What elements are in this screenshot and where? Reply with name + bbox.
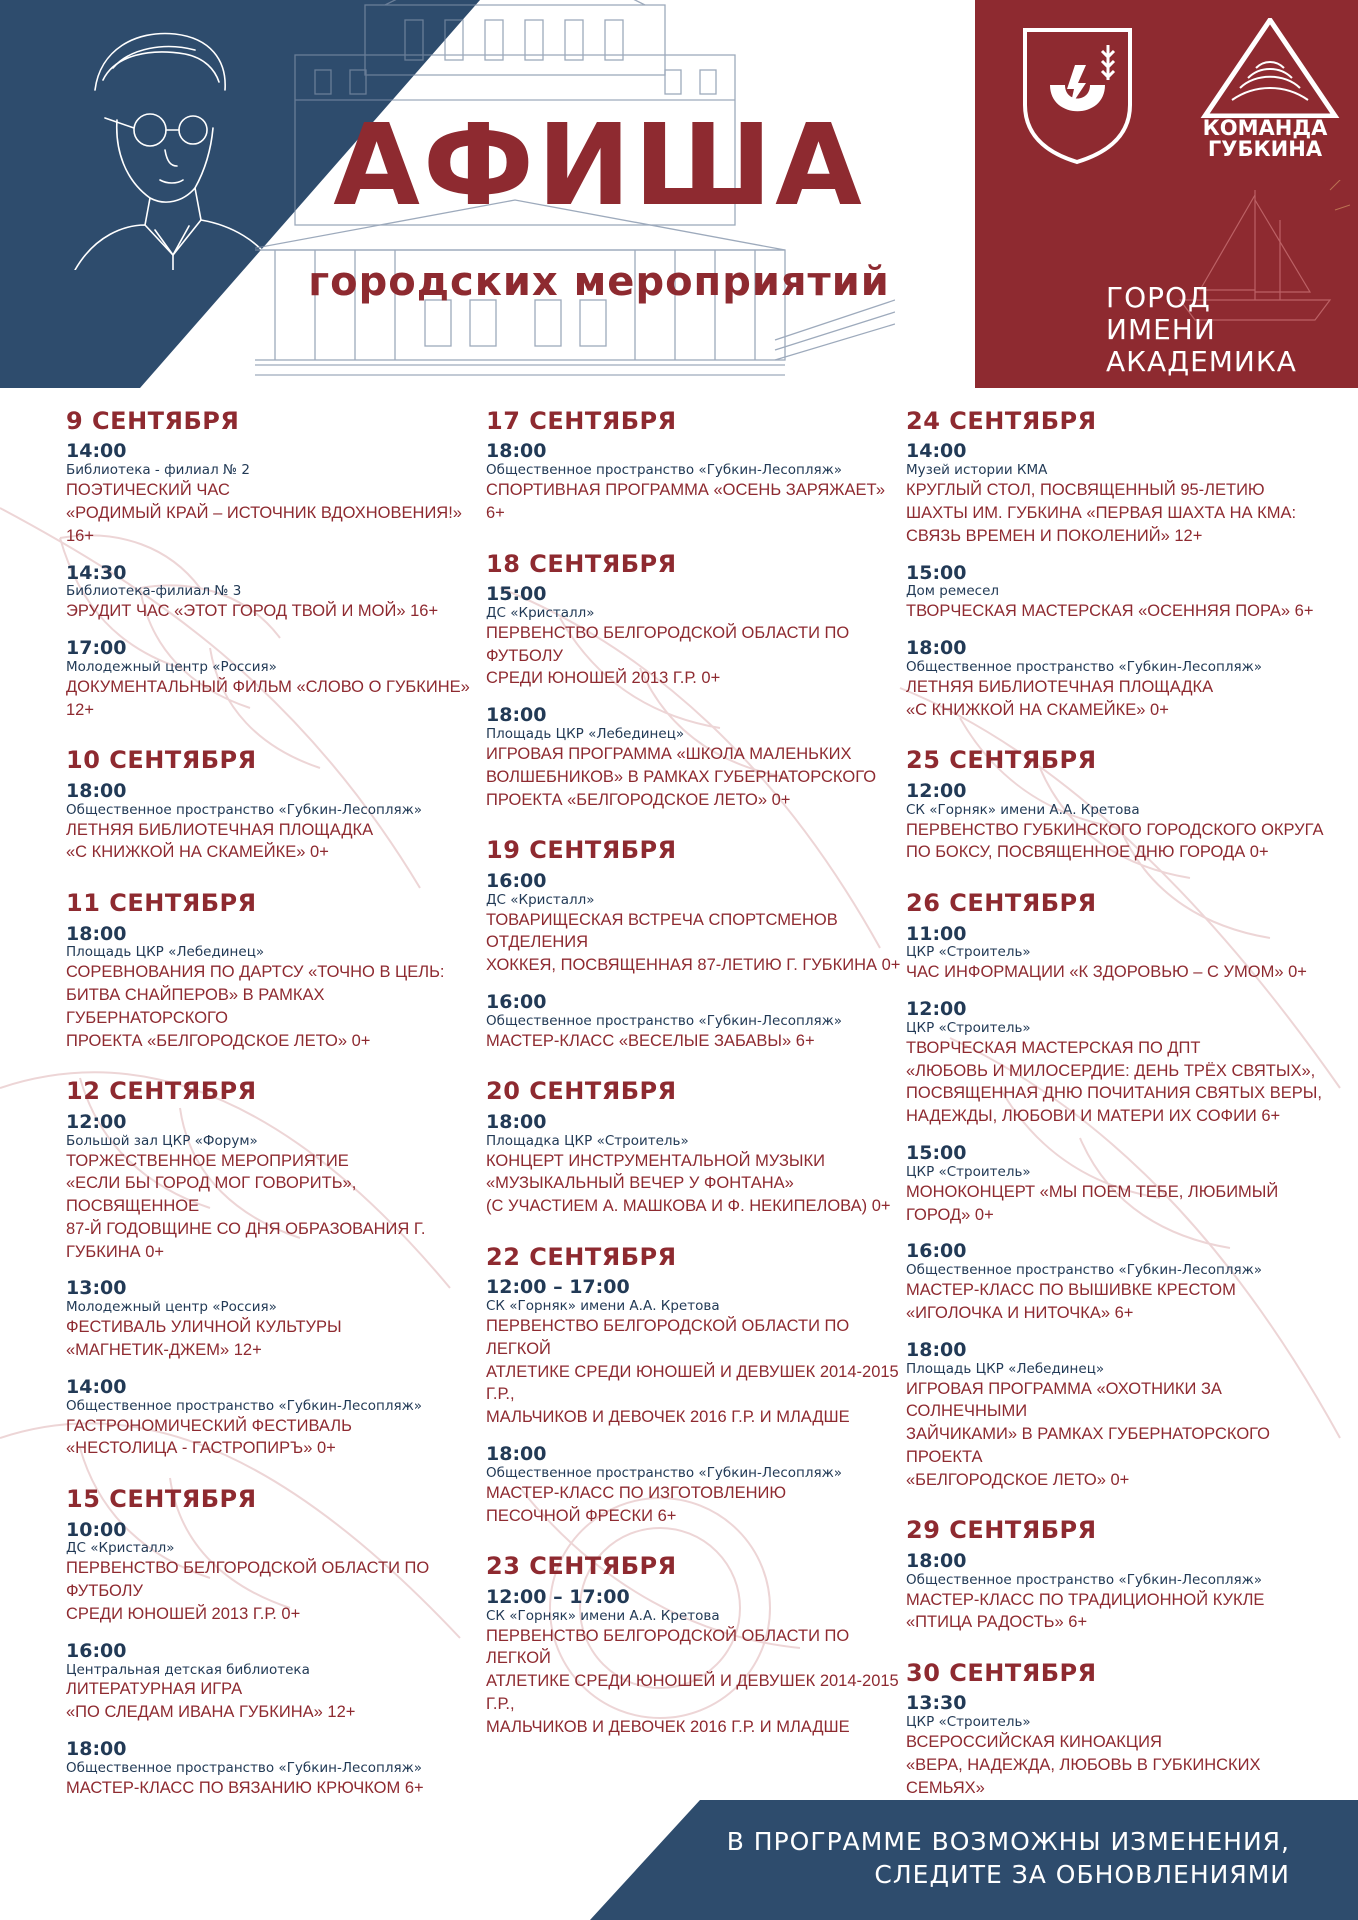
event-venue: Большой зал ЦКР «Форум»	[66, 1132, 258, 1149]
event-time: 14:00	[66, 440, 127, 463]
team-name-line: ГУБКИНА	[1207, 137, 1323, 162]
event-title: ДОКУМЕНТАЛЬНЫЙ ФИЛЬМ «СЛОВО О ГУБКИНЕ» 12+	[66, 677, 470, 719]
event-title: ПЕРВЕНСТВО БЕЛГОРОДСКОЙ ОБЛАСТИ ПО ФУТБОЛУ СРЕДИ ЮНОШЕЙ 2013 Г.Р. 0+	[66, 1559, 430, 1623]
day-block	[906, 1660, 1326, 1822]
event-venue: Общественное пространство «Губкин-Лесопляж»	[906, 1571, 1263, 1588]
event-time: 18:00	[906, 1338, 967, 1361]
event-title: ФЕСТИВАЛЬ УЛИЧНОЙ КУЛЬТУРЫ «МАГНЕТИК-ДЖЕМ» 12+	[66, 1318, 342, 1360]
event-time: 16:00	[486, 869, 547, 892]
event-venue: СК «Горняк» имени А.А. Кретова	[906, 801, 1140, 818]
event-title: ЭРУДИТ ЧАС «ЭТОТ ГОРОД ТВОЙ И МОЙ» 16+	[66, 602, 439, 621]
day-date: 29 СЕНТЯБРЯ	[906, 1516, 1097, 1545]
team-logo-icon	[1200, 18, 1340, 118]
event-time: 12:00 – 17:00	[486, 1276, 630, 1299]
day-block	[486, 1078, 906, 1218]
event-time: 14:00	[66, 1375, 127, 1398]
event	[906, 561, 1326, 624]
event-title: ПЕРВЕНСТВО БЕЛГОРОДСКОЙ ОБЛАСТИ ПО ФУТБОЛУ СРЕДИ ЮНОШЕЙ 2013 Г.Р. 0+	[486, 623, 850, 688]
event-venue: Общественное пространство «Губкин-Лесопляж»	[486, 1012, 843, 1029]
event-title: ВСЕРОССИЙСКАЯ КИНОАКЦИЯ «ВЕРА, НАДЕЖДА, ЛЮБОВЬ В ГУБКИНСКИХ СЕМЬЯХ»	[906, 1733, 1261, 1797]
event	[66, 639, 486, 721]
event	[906, 1144, 1326, 1226]
event-time: 15:00	[906, 1142, 967, 1164]
day-block	[66, 1078, 486, 1460]
day-block	[486, 837, 906, 1052]
event-title: МОНОКОНЦЕРТ «МЫ ПОЕМ ТЕБЕ, ЛЮБИМЫЙ ГОРОД» 0+	[906, 1182, 1279, 1224]
event	[906, 1242, 1326, 1324]
event-title: МАСТЕР-КЛАСС ПО ВЯЗАНИЮ КРЮЧКОМ 6+	[66, 1778, 424, 1797]
day-date: 18 СЕНТЯБРЯ	[486, 549, 677, 578]
event-title: ПЕРВЕНСТВО БЕЛГОРОДСКОЙ ОБЛАСТИ ПО ЛЕГКОЙ АТЛЕТИКЕ СРЕДИ ЮНОШЕЙ И ДЕВУШЕК 2014-2015 Г.Р., МАЛЬЧИКОВ И ДЕВОЧЕК 2016 Г.Р. И МЛАДШЕ	[486, 1317, 899, 1427]
event-time: 18:00	[486, 704, 547, 727]
event-time: 11:00	[906, 922, 967, 945]
event	[66, 1639, 486, 1724]
footer-notice-line: В ПРОГРАММЕ ВОЗМОЖНЫ ИЗМЕНЕНИЯ,	[726, 1827, 1290, 1856]
event-title: ТВОРЧЕСКАЯ МАСТЕРСКАЯ «ОСЕННЯЯ ПОРА» 6+	[906, 602, 1314, 621]
event-time: 13:30	[906, 1692, 967, 1715]
event	[486, 442, 906, 524]
event-title: МАСТЕР-КЛАСС «ВЕСЕЛЫЕ ЗАБАВЫ» 6+	[486, 1031, 815, 1050]
event	[906, 922, 1326, 985]
event-venue: Общественное пространство «Губкин-Лесопляж»	[66, 1397, 423, 1414]
event-venue: Площадка ЦКР «Строитель»	[486, 1132, 689, 1149]
event-title: ТОРЖЕСТВЕННОЕ МЕРОПРИЯТИЕ «ЕСЛИ БЫ ГОРОД МОГ ГОВОРИТЬ», ПОСВЯЩЕННОЕ 87-Й ГОДОВЩИНЕ СО ДНЯ ОБРАЗОВАНИЯ Г. ГУБКИНА 0+	[66, 1151, 426, 1261]
event-venue: ЦКР «Строитель»	[906, 1714, 1031, 1731]
event	[66, 561, 486, 624]
day-date: 23 СЕНТЯБРЯ	[486, 1552, 677, 1581]
footer-notice-line: СЛЕДИТЕ ЗА ОБНОВЛЕНИЯМИ	[874, 1859, 1290, 1889]
day-block	[486, 408, 906, 525]
day-date: 24 СЕНТЯБРЯ	[906, 407, 1097, 435]
event-time: 14:00	[906, 440, 967, 463]
event	[66, 1737, 486, 1800]
event-title: ТВОРЧЕСКАЯ МАСТЕРСКАЯ ПО ДПТ «ЛЮБОВЬ И МИЛОСЕРДИЕ: ДЕНЬ ТРЁХ СВЯТЫХ», ПОСВЯЩЕННАЯ ДНЮ ПОЧИТАНИЯ СВЯТЫХ ВЕРЫ, НАДЕЖДЫ, ЛЮБОВИ И МАТЕРИ ИХ СОФИИ 6+	[906, 1038, 1322, 1126]
event	[486, 1442, 906, 1527]
event-venue: ДС «Кристалл»	[486, 605, 595, 622]
footer-notice	[700, 1826, 1290, 1891]
schedule-column	[906, 408, 1326, 1848]
poster-title: АФИША	[333, 101, 865, 231]
event-title: ЧАС ИНФОРМАЦИИ «К ЗДОРОВЬЮ – С УМОМ» 0+	[906, 963, 1307, 982]
event-time: 18:00	[66, 779, 127, 802]
event	[66, 442, 486, 547]
day-date: 10 СЕНТЯБРЯ	[66, 746, 257, 775]
event-time: 14:30	[66, 561, 127, 584]
schedule-column	[66, 408, 486, 1826]
event-time: 12:00	[66, 1110, 127, 1133]
event	[66, 1110, 486, 1264]
event	[486, 706, 906, 811]
event-title: ЛЕТНЯЯ БИБЛИОТЕЧНАЯ ПЛОЩАДКА «С КНИЖКОЙ НА СКАМЕЙКЕ» 0+	[906, 677, 1214, 719]
event-title: ПЕРВЕНСТВО ГУБКИНСКОГО ГОРОДСКОГО ОКРУГА ПО БОКСУ, ПОСВЯЩЕННОЕ ДНЮ ГОРОДА 0+	[906, 820, 1324, 862]
team-name-line: КОМАНДА	[1202, 116, 1328, 140]
event-title: ИГРОВАЯ ПРОГРАММА «ШКОЛА МАЛЕНЬКИХ ВОЛШЕБНИКОВ» В РАМКАХ ГУБЕРНАТОРСКОГО ПРОЕКТА «БЕЛГОРОДСКОЕ ЛЕТО» 0+	[486, 745, 877, 809]
event-venue: ЦКР «Строитель»	[906, 1163, 1031, 1180]
city-tagline-line: ГОРОД	[1106, 281, 1211, 314]
day-block	[486, 551, 906, 812]
day-date: 25 СЕНТЯБРЯ	[906, 746, 1097, 775]
event-venue: ДС «Кристалл»	[486, 891, 595, 908]
event-title: СОРЕВНОВАНИЯ ПО ДАРТСУ «ТОЧНО В ЦЕЛЬ: БИТВА СНАЙПЕРОВ» В РАМКАХ ГУБЕРНАТОРСКОГО ПРОЕКТА «БЕЛГОРОДСКОЕ ЛЕТО» 0+	[66, 963, 445, 1050]
event-title: ГАСТРОНОМИЧЕСКИЙ ФЕСТИВАЛЬ «НЕСТОЛИЦА - ГАСТРОПИРЪ» 0+	[66, 1416, 352, 1458]
event	[906, 1000, 1326, 1128]
event-time: 15:00	[486, 583, 547, 606]
day-date: 17 СЕНТЯБРЯ	[486, 407, 677, 435]
event-title: МАСТЕР-КЛАСС ПО ТРАДИЦИОННОЙ КУКЛЕ «ПТИЦА РАДОСТЬ» 6+	[906, 1590, 1265, 1632]
day-date: 15 СЕНТЯБРЯ	[66, 1485, 257, 1514]
event-venue: Музей истории КМА	[906, 462, 1048, 479]
event-venue: Общественное пространство «Губкин-Лесопляж»	[66, 801, 423, 818]
event-venue: Общественное пространство «Губкин-Лесопляж»	[66, 1759, 423, 1776]
event-title: ПОЭТИЧЕСКИЙ ЧАС «РОДИМЫЙ КРАЙ – ИСТОЧНИК ВДОХНОВЕНИЯ!» 16+	[66, 481, 462, 545]
day-date: 9 СЕНТЯБРЯ	[66, 407, 240, 435]
event-time: 16:00	[66, 1639, 127, 1662]
event-time: 17:00	[66, 637, 127, 660]
event-title: СПОРТИВНАЯ ПРОГРАММА «ОСЕНЬ ЗАРЯЖАЕТ» 6+	[486, 481, 886, 522]
event-venue: Общественное пространство «Губкин-Лесопляж»	[486, 462, 843, 479]
event	[486, 585, 906, 690]
event-time: 18:00	[66, 922, 127, 945]
event	[66, 779, 486, 864]
event-venue: Общественное пространство «Губкин-Лесопляж»	[906, 659, 1263, 676]
poster-header	[0, 0, 1358, 388]
event-venue: Библиотека-филиал № 3	[66, 583, 242, 600]
city-tagline-line: ИМЕНИ	[1106, 313, 1216, 347]
event-venue: Площадь ЦКР «Лебединец»	[486, 726, 685, 743]
event-venue: СК «Горняк» имени А.А. Кретова	[486, 1298, 720, 1315]
event-title: КРУГЛЫЙ СТОЛ, ПОСВЯЩЕННЫЙ 95-ЛЕТИЮ ШАХТЫ ИМ. ГУБКИНА «ПЕРВАЯ ШАХТА НА КМА: СВЯЗЬ ВРЕМЕН И ПОКОЛЕНИЙ» 12+	[906, 481, 1297, 545]
event	[906, 779, 1326, 864]
event	[486, 1278, 906, 1429]
event-title: ПЕРВЕНСТВО БЕЛГОРОДСКОЙ ОБЛАСТИ ПО ЛЕГКОЙ АТЛЕТИКЕ СРЕДИ ЮНОШЕЙ И ДЕВУШЕК 2014-2015 Г.Р., МАЛЬЧИКОВ И ДЕВОЧЕК 2016 Г.Р. И МЛАДШЕ	[486, 1626, 899, 1736]
day-block	[66, 890, 486, 1052]
event	[906, 1549, 1326, 1634]
event-venue: ЦКР «Строитель»	[906, 944, 1031, 961]
day-block	[66, 747, 486, 864]
day-date: 26 СЕНТЯБРЯ	[906, 889, 1097, 918]
day-block	[906, 1517, 1326, 1634]
event-venue: Молодежный центр «Россия»	[66, 1299, 277, 1316]
event-time: 13:00	[66, 1277, 127, 1300]
day-block	[906, 747, 1326, 864]
day-date: 12 СЕНТЯБРЯ	[66, 1077, 257, 1106]
event-venue: ЦКР «Строитель»	[906, 1020, 1031, 1037]
event-time: 18:00	[486, 1442, 547, 1465]
event	[486, 990, 906, 1053]
event	[486, 869, 906, 977]
day-block	[66, 1486, 486, 1799]
event-time: 18:00	[66, 1737, 127, 1760]
event-title: КОНЦЕРТ ИНСТРУМЕНТАЛЬНОЙ МУЗЫКИ «МУЗЫКАЛЬНЫЙ ВЕЧЕР У ФОНТАНА» (С УЧАСТИЕМ А. МАШКОВА И Ф. НЕКИПЕЛОВА) 0+	[486, 1151, 891, 1216]
day-date: 19 СЕНТЯБРЯ	[486, 836, 677, 865]
poster-subtitle: городских мероприятий	[308, 259, 890, 305]
day-date: 30 СЕНТЯБРЯ	[906, 1659, 1097, 1688]
event	[486, 1110, 906, 1218]
event-title: ТОВАРИЩЕСКАЯ ВСТРЕЧА СПОРТСМЕНОВ ОТДЕЛЕНИЯ ХОККЕЯ, ПОСВЯЩЕННАЯ 87-ЛЕТИЮ Г. ГУБКИНА 0+	[486, 910, 901, 975]
event	[66, 1279, 486, 1361]
event-title: ЛИТЕРАТУРНАЯ ИГРА «ПО СЛЕДАМ ИВАНА ГУБКИНА» 12+	[66, 1680, 356, 1722]
event-time: 10:00	[66, 1518, 127, 1541]
event-time: 18:00	[906, 637, 967, 660]
event-venue: Молодежный центр «Россия»	[66, 659, 277, 676]
event-venue: Площадь ЦКР «Лебединец»	[906, 1360, 1105, 1377]
event-venue: Общественное пространство «Губкин-Лесопляж»	[486, 1464, 843, 1481]
day-block	[486, 1244, 906, 1527]
event	[66, 1375, 486, 1460]
event-time: 18:00	[486, 1110, 547, 1133]
event-venue: Дом ремесел	[906, 583, 1000, 600]
event-time: 18:00	[906, 1549, 967, 1572]
day-block	[906, 890, 1326, 1491]
event-title: ЛЕТНЯЯ БИБЛИОТЕЧНАЯ ПЛОЩАДКА «С КНИЖКОЙ НА СКАМЕЙКЕ» 0+	[66, 820, 374, 862]
day-date: 11 СЕНТЯБРЯ	[66, 889, 257, 918]
event	[906, 639, 1326, 721]
event-time: 16:00	[486, 990, 547, 1013]
event-time: 12:00	[906, 779, 967, 802]
event-venue: СК «Горняк» имени А.А. Кретова	[486, 1607, 720, 1624]
event-venue: Общественное пространство «Губкин-Лесопляж»	[906, 1262, 1263, 1279]
event-time: 15:00	[906, 561, 967, 584]
event	[66, 1518, 486, 1626]
event-time: 16:00	[906, 1240, 967, 1263]
schedule-column	[486, 408, 906, 1764]
event-venue: Библиотека - филиал № 2	[66, 462, 250, 479]
event-title: ИГРОВАЯ ПРОГРАММА «ОХОТНИКИ ЗА СОЛНЕЧНЫМИ ЗАЙЧИКАМИ» В РАМКАХ ГУБЕРНАТОРСКОГО ПРОЕКТА «БЕЛГОРОДСКОЕ ЛЕТО» 0+	[906, 1379, 1271, 1489]
day-block	[906, 408, 1326, 721]
event	[66, 922, 486, 1053]
event	[906, 442, 1326, 547]
day-date: 20 СЕНТЯБРЯ	[486, 1077, 677, 1106]
event-venue: Центральная детская библиотека	[66, 1661, 310, 1678]
day-block	[486, 1553, 906, 1738]
day-date: 22 СЕНТЯБРЯ	[486, 1242, 677, 1271]
event-time: 12:00 – 17:00	[486, 1585, 630, 1608]
day-block	[66, 408, 486, 721]
event-venue: Площадь ЦКР «Лебединец»	[66, 944, 265, 961]
event	[486, 1585, 906, 1739]
event	[906, 1338, 1326, 1492]
event-title: МАСТЕР-КЛАСС ПО ИЗГОТОВЛЕНИЮ ПЕСОЧНОЙ ФРЕСКИ 6+	[486, 1483, 787, 1525]
event-title: МАСТЕР-КЛАСС ПО ВЫШИВКЕ КРЕСТОМ «ИГОЛОЧКА И НИТОЧКА» 6+	[906, 1281, 1236, 1322]
event-venue: ДС «Кристалл»	[66, 1540, 175, 1557]
city-tagline-line: АКАДЕМИКА	[1106, 345, 1297, 379]
event-time: 12:00	[906, 998, 967, 1021]
event-time: 18:00	[486, 440, 547, 463]
